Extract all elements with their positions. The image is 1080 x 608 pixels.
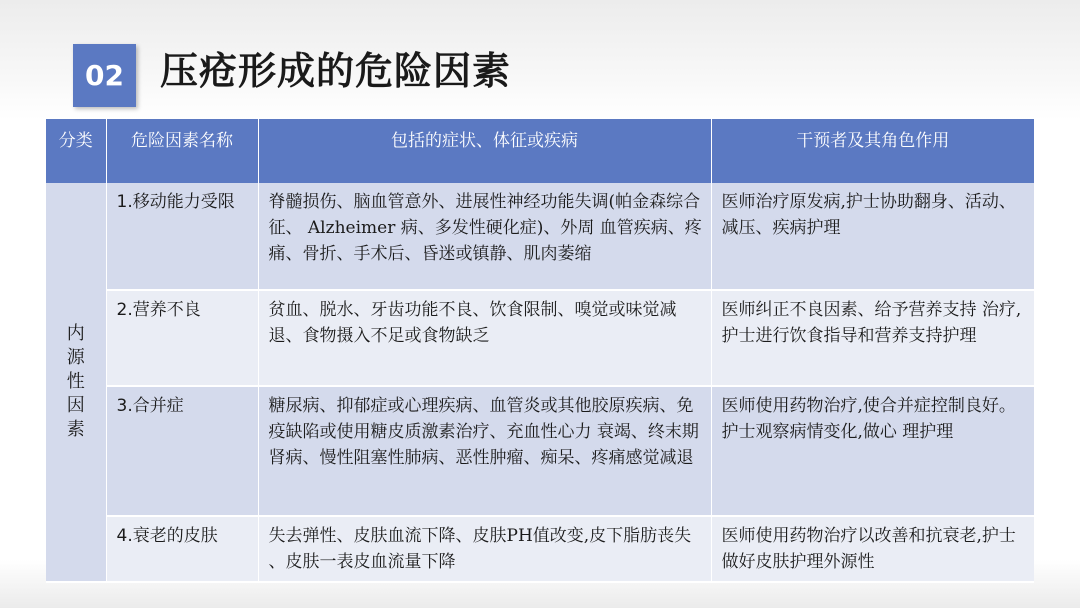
section-number-badge: 02 [73, 44, 136, 107]
risk-factor-table [46, 119, 1034, 583]
table-row [46, 183, 1034, 290]
header-category: 分类 [46, 119, 106, 183]
intervention-cell: 医师使用药物治疗以改善和抗衰老,护士做好皮肤护理外源性 [711, 516, 1034, 582]
table-row [46, 290, 1034, 386]
factor-name-cell: 2.营养不良 [106, 290, 258, 386]
symptoms-cell: 贫血、脱水、牙齿功能不良、饮食限制、嗅觉或味觉减退、食物摄入不足或食物缺乏 [258, 290, 711, 386]
symptoms-cell: 失去弹性、皮肤血流下降、皮肤PH值改变,皮下脂肪丧失 、皮肤一表皮血流量下降 [258, 516, 711, 582]
header-factor-name: 危险因素名称 [106, 119, 258, 183]
factor-name-cell: 1.移动能力受限 [106, 183, 258, 290]
symptoms-cell: 糖尿病、抑郁症或心理疾病、血管炎或其他胶原疾病、免疫缺陷或使用糖皮质激素治疗、充血性心力 衰竭、终末期肾病、慢性阻塞性肺病、恶性肿瘤、痴呆、疼痛感觉减退 [258, 386, 711, 516]
header-intervention: 干预者及其角色作用 [711, 119, 1034, 183]
intervention-cell: 医师使用药物治疗,使合并症控制良好。护士观察病情变化,做心 理护理 [711, 386, 1034, 516]
table-header-row [46, 119, 1034, 183]
table-row [46, 386, 1034, 516]
category-label: 内源性因素 [66, 322, 85, 440]
header-symptoms: 包括的症状、体征或疾病 [258, 119, 711, 183]
intervention-cell: 医师纠正不良因素、给予营养支持 治疗,护士进行饮食指导和营养支持护理 [711, 290, 1034, 386]
symptoms-cell: 脊髓损伤、脑血管意外、进展性神经功能失调(帕金森综合征、 Alzheimer 病、多发性硬化症)、外周 血管疾病、疼痛、骨折、手术后、昏迷或镇静、肌肉萎缩 [258, 183, 711, 290]
factor-name-cell: 3.合并症 [106, 386, 258, 516]
factor-name-cell: 4.衰老的皮肤 [106, 516, 258, 582]
category-cell [46, 183, 106, 582]
slide-title: 压疮形成的危险因素 [160, 49, 512, 93]
intervention-cell: 医师治疗原发病,护士协助翻身、活动、减压、疾病护理 [711, 183, 1034, 290]
table-row [46, 516, 1034, 582]
